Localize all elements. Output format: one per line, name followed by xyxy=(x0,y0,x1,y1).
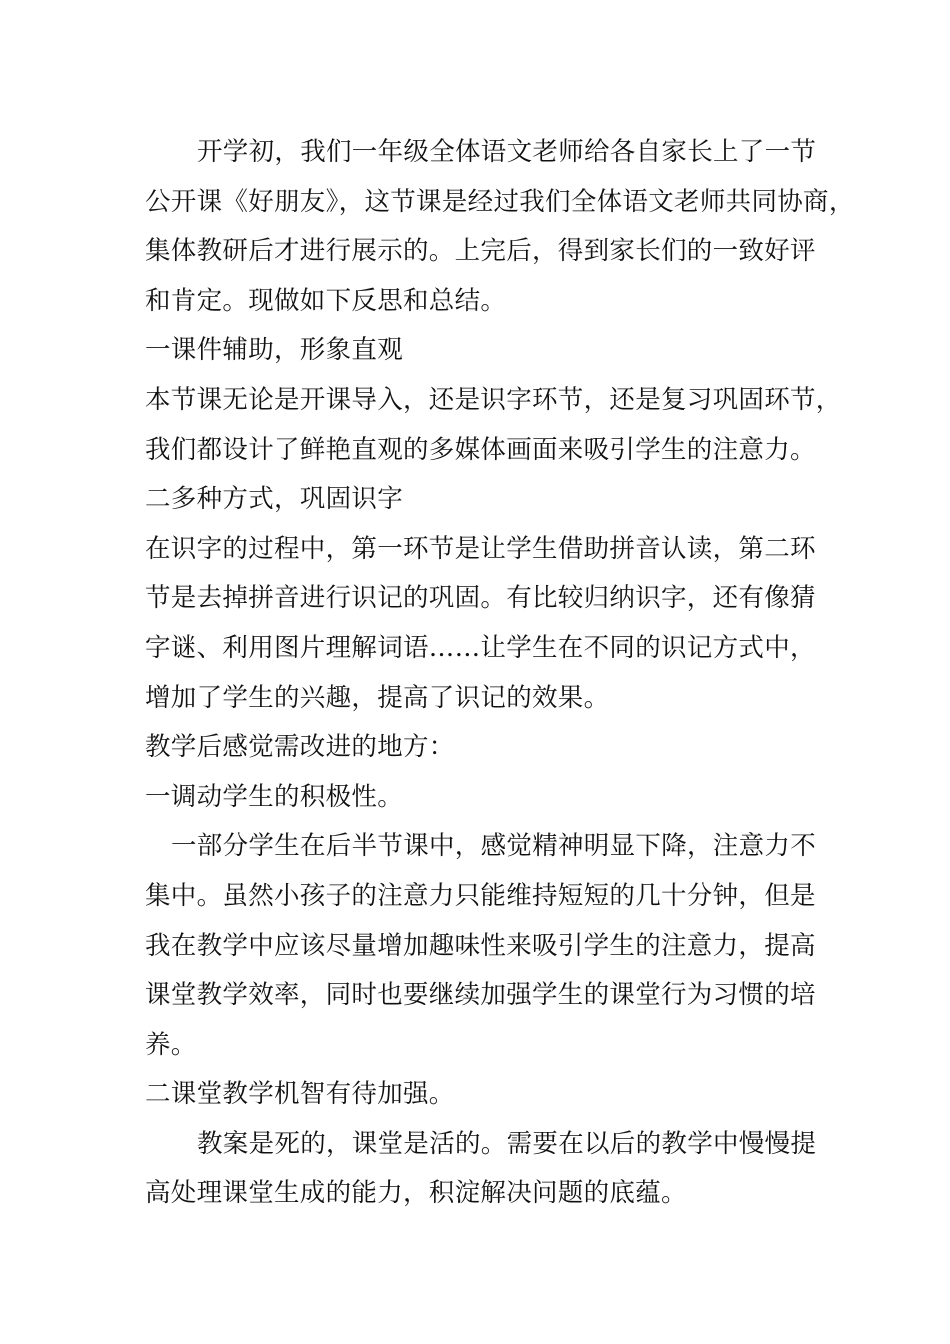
text-line: 本节课无论是开课导入，还是识字环节，还是复习巩固环节， xyxy=(145,384,842,415)
text-line: 我在教学中应该尽量增加趣味性来吸引学生的注意力，提高 xyxy=(145,930,816,961)
section-heading: 二课堂教学机智有待加强。 xyxy=(145,1079,455,1110)
text-line: 课堂教学效率，同时也要继续加强学生的课堂行为习惯的培 xyxy=(145,980,816,1011)
text-line: 教案是死的，课堂是活的。需要在以后的教学中慢慢提 xyxy=(197,1128,817,1159)
text-line: 我们都设计了鲜艳直观的多媒体画面来吸引学生的注意力。 xyxy=(145,434,816,465)
text-line: 养。 xyxy=(145,1029,197,1060)
text-line: 一部分学生在后半节课中，感觉精神明显下降，注意力不 xyxy=(171,831,817,862)
text-line: 在识字的过程中，第一环节是让学生借助拼音认读，第二环 xyxy=(145,533,816,564)
section-heading: 一课件辅助，形象直观 xyxy=(145,335,404,366)
text-line: 集中。虽然小孩子的注意力只能维持短短的几十分钟，但是 xyxy=(145,880,816,911)
text-line: 高处理课堂生成的能力，积淀解决问题的底蕴。 xyxy=(145,1178,687,1209)
text-line: 字谜、利用图片理解词语……让学生在不同的识记方式中， xyxy=(145,632,816,663)
text-line: 集体教研后才进行展示的。上完后，得到家长们的一致好评 xyxy=(145,236,816,267)
text-line: 节是去掉拼音进行识记的巩固。有比较归纳识字，还有像猜 xyxy=(145,583,816,614)
section-heading: 教学后感觉需改进的地方： xyxy=(145,732,455,763)
text-line: 开学初，我们一年级全体语文老师给各自家长上了一节 xyxy=(197,137,817,167)
section-heading: 二多种方式，巩固识字 xyxy=(145,484,404,515)
document-body xyxy=(145,128,855,1219)
text-line: 和肯定。现做如下反思和总结。 xyxy=(145,285,507,316)
section-heading: 一调动学生的积极性。 xyxy=(145,781,404,812)
text-line: 增加了学生的兴趣，提高了识记的效果。 xyxy=(145,682,610,713)
text-line: 公开课《好朋友》，这节课是经过我们全体语文老师共同协商， xyxy=(145,186,855,217)
